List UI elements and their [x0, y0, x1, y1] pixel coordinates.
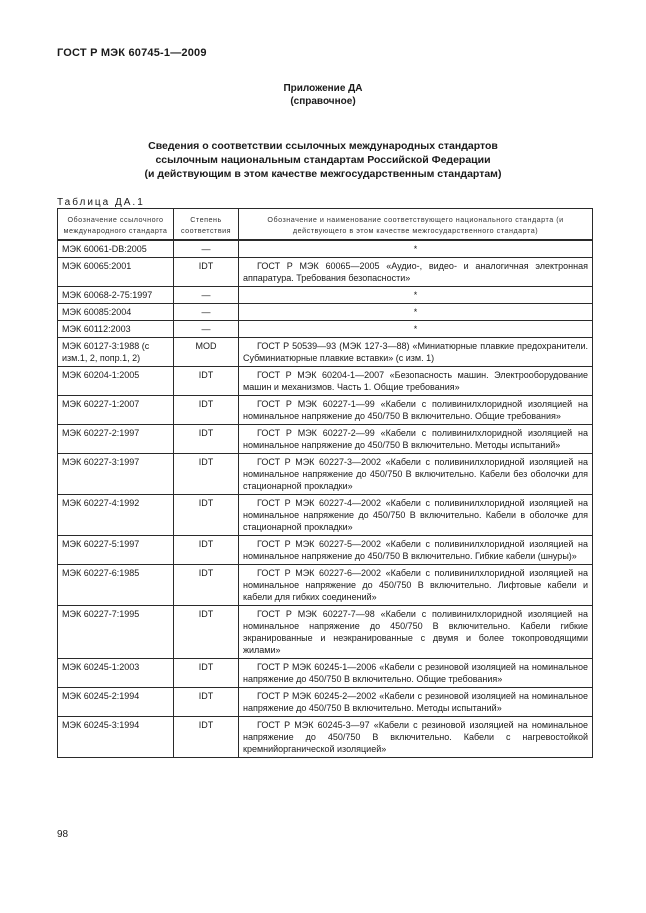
section-heading [0, 139, 646, 181]
table-row [58, 425, 593, 454]
cell-degree: IDT [174, 454, 239, 495]
cell-international-standard: МЭК 60227-7:1995 [58, 606, 174, 659]
table-row [58, 396, 593, 425]
national-standard-text: ГОСТ Р МЭК 60227-7—98 «Кабели с поливинилхлоридной изоляцией на номинальное напряжение до 450/750 В включительно. Кабели гибкие экранированные и неэкранированные с двумя и более токопроводящими жилами» [243, 609, 588, 655]
cell-national-standard [239, 606, 593, 659]
national-standard-text: ГОСТ Р МЭК 60227-2—99 «Кабели с поливинилхлоридной изоляцией на номинальное напряжение до 450/750 В включительно. Методы испытаний» [243, 428, 588, 450]
cell-national-standard [239, 425, 593, 454]
table-row [58, 304, 593, 321]
cell-international-standard: МЭК 60127-3:1988 (с изм.1, 2, попр.1, 2) [58, 338, 174, 367]
cell-degree: IDT [174, 606, 239, 659]
cell-degree: — [174, 321, 239, 338]
national-standard-text: ГОСТ Р МЭК 60227-1—99 «Кабели с поливинилхлоридной изоляцией на номинальное напряжение до 450/750 В включительно. Общие требования» [243, 399, 588, 421]
cell-international-standard: МЭК 60227-2:1997 [58, 425, 174, 454]
table-header-row [58, 209, 593, 241]
page-number: 98 [57, 829, 69, 840]
national-standard-text: ГОСТ Р МЭК 60227-6—2002 «Кабели с поливинилхлоридной изоляцией на номинальное напряжение до 450/750 В включительно. Лифтовые кабели и кабели для гибких соединений» [243, 568, 588, 602]
cell-international-standard: МЭК 60227-5:1997 [58, 536, 174, 565]
cell-degree: IDT [174, 688, 239, 717]
cell-international-standard: МЭК 60065:2001 [58, 258, 174, 287]
cell-degree: IDT [174, 536, 239, 565]
cell-national-standard [239, 338, 593, 367]
national-standard-text: ГОСТ Р МЭК 60227-3—2002 «Кабели с поливинилхлоридной изоляцией на номинальное напряжение до 450/750 В включительно. Кабели без оболочки для стационарной прокладки» [243, 457, 588, 491]
cell-degree: IDT [174, 565, 239, 606]
cell-degree: — [174, 287, 239, 304]
table-row [58, 688, 593, 717]
table-row [58, 536, 593, 565]
table-row [58, 258, 593, 287]
cell-national-standard [239, 454, 593, 495]
cell-national-standard [239, 565, 593, 606]
cell-international-standard: МЭК 60245-3:1994 [58, 717, 174, 758]
cell-national-standard [239, 396, 593, 425]
cell-degree: IDT [174, 425, 239, 454]
cell-international-standard: МЭК 60227-3:1997 [58, 454, 174, 495]
cell-national-standard [239, 688, 593, 717]
cell-national-standard [239, 717, 593, 758]
cell-international-standard: МЭК 60068-2-75:1997 [58, 287, 174, 304]
table-row [58, 659, 593, 688]
cell-degree: IDT [174, 258, 239, 287]
annex-title: Приложение ДА [283, 83, 363, 94]
cell-degree: IDT [174, 659, 239, 688]
cell-international-standard: МЭК 60061-DB:2005 [58, 240, 174, 258]
cell-national-standard [239, 536, 593, 565]
national-standard-text: ГОСТ Р МЭК 60245-2—2002 «Кабели с резиновой изоляцией на номинальное напряжение до 450/750 В включительно. Методы испытаний» [243, 691, 588, 713]
header-degree: Степень соответствия [174, 209, 239, 241]
annex-block [0, 82, 646, 108]
header-national-standard: Обозначение и наименование соответствующего национального стандарта (и действующего в этом качестве межгосударственного стандарта) [239, 209, 593, 241]
national-standard-text: ГОСТ Р МЭК 60227-4—2002 «Кабели с поливинилхлоридной изоляцией на номинальное напряжение до 450/750 В включительно. Кабели в оболочке для стационарной прокладки» [243, 498, 588, 532]
cell-international-standard: МЭК 60204-1:2005 [58, 367, 174, 396]
cell-national-standard: * [239, 304, 593, 321]
cell-national-standard [239, 495, 593, 536]
table-row [58, 367, 593, 396]
table-row [58, 454, 593, 495]
table-row [58, 321, 593, 338]
table-row [58, 338, 593, 367]
cell-national-standard: * [239, 287, 593, 304]
heading-line-3: (и действующим в этом качестве межгосударственным стандартам) [144, 168, 502, 180]
cell-international-standard: МЭК 60085:2004 [58, 304, 174, 321]
cell-international-standard: МЭК 60227-6:1985 [58, 565, 174, 606]
cell-degree: MOD [174, 338, 239, 367]
table-row [58, 606, 593, 659]
cell-national-standard [239, 258, 593, 287]
annex-subtitle: (справочное) [290, 96, 356, 107]
national-standard-text: ГОСТ Р МЭК 60245-1—2006 «Кабели с резиновой изоляцией на номинальное напряжение до 450/750 В включительно. Общие требования» [243, 662, 588, 684]
cell-international-standard: МЭК 60245-2:1994 [58, 688, 174, 717]
cell-international-standard: МЭК 60227-4:1992 [58, 495, 174, 536]
table-row [58, 565, 593, 606]
national-standard-text: ГОСТ Р МЭК 60204-1—2007 «Безопасность машин. Электрооборудование машин и механизмов. Часть 1. Общие требования» [243, 370, 588, 392]
heading-line-2: ссылочным национальным стандартам Российской Федерации [155, 154, 491, 166]
cell-national-standard: * [239, 321, 593, 338]
national-standard-text: ГОСТ Р 50539—93 (МЭК 127-3—88) «Миниатюрные плавкие предохранители. Субминиатюрные плавкие вставки» (с изм. 1) [243, 341, 588, 363]
national-standard-text: ГОСТ Р МЭК 60245-3—97 «Кабели с резиновой изоляцией на номинальное напряжение до 450/750 В включительно. Кабели с нагревостойкой кремнийорганической изоляцией» [243, 720, 588, 754]
cell-international-standard: МЭК 60227-1:2007 [58, 396, 174, 425]
table-caption: Таблица ДА.1 [57, 197, 145, 208]
table-body [58, 240, 593, 758]
cell-degree: — [174, 304, 239, 321]
cell-national-standard [239, 659, 593, 688]
heading-line-1: Сведения о соответствии ссылочных международных стандартов [148, 140, 498, 152]
cell-international-standard: МЭК 60245-1:2003 [58, 659, 174, 688]
cell-degree: IDT [174, 495, 239, 536]
national-standard-text: ГОСТ Р МЭК 60065—2005 «Аудио-, видео- и аналогичная электронная аппаратура. Требования безопасности» [243, 261, 588, 283]
table-row [58, 717, 593, 758]
cell-international-standard: МЭК 60112:2003 [58, 321, 174, 338]
cell-degree: IDT [174, 396, 239, 425]
header-international-standard: Обозначение ссылочного международного стандарта [58, 209, 174, 241]
cell-degree: — [174, 240, 239, 258]
document-header: ГОСТ Р МЭК 60745-1—2009 [57, 47, 207, 59]
table-row [58, 495, 593, 536]
cell-national-standard [239, 367, 593, 396]
cell-degree: IDT [174, 717, 239, 758]
cell-degree: IDT [174, 367, 239, 396]
table-row [58, 240, 593, 258]
correspondence-table [57, 208, 593, 758]
cell-national-standard: * [239, 240, 593, 258]
national-standard-text: ГОСТ Р МЭК 60227-5—2002 «Кабели с поливинилхлоридной изоляцией на номинальное напряжение до 450/750 В включительно. Гибкие кабели (шнуры)» [243, 539, 588, 561]
table-row [58, 287, 593, 304]
